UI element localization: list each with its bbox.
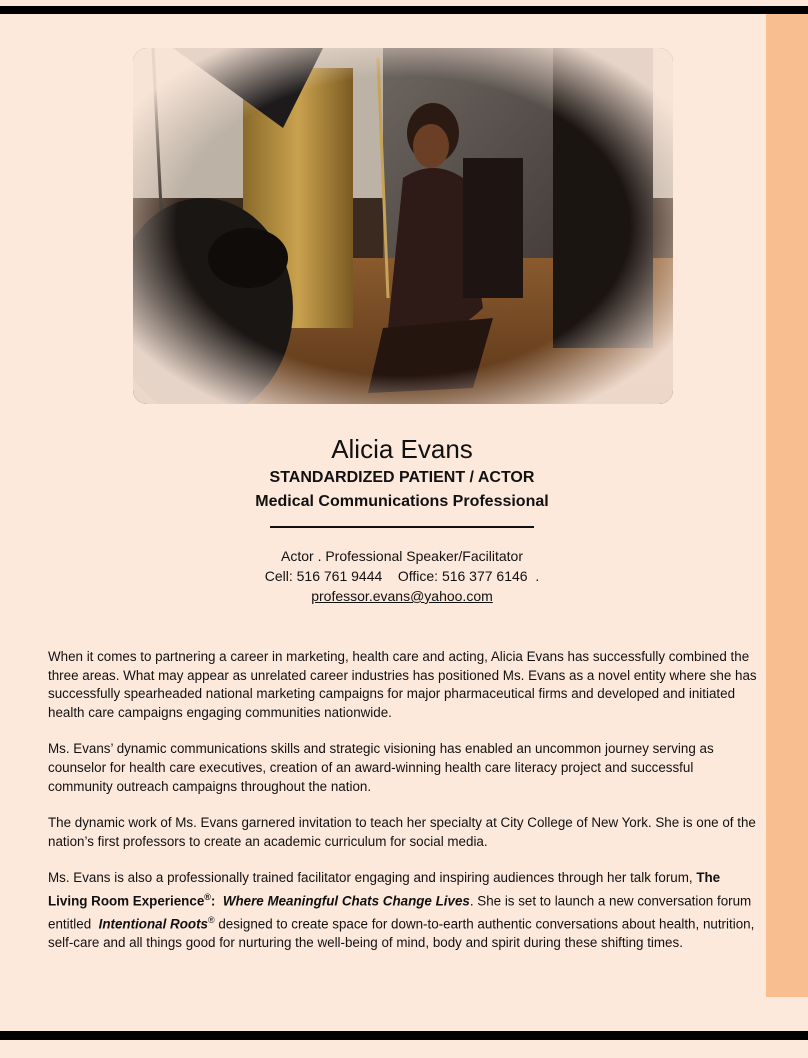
registered-mark: ® xyxy=(204,891,211,902)
new-forum-name: Intentional Roots xyxy=(98,916,208,932)
p4-end: designed to create space for down-to-earth authentic conversations about health, nutrition, self-care and all things good for nurturing the well-being of mind, body and spirit during these shifting times. xyxy=(48,916,755,951)
forum-tagline: Where Meaningful Chats Change Lives xyxy=(222,893,470,909)
side-accent-band xyxy=(766,14,808,997)
profile-header xyxy=(180,432,624,606)
bio-paragraph-4 xyxy=(48,869,758,952)
portrait-photo xyxy=(133,48,673,404)
header-divider xyxy=(270,526,534,528)
bio-paragraph-3: The dynamic work of Ms. Evans garnered invitation to teach her specialty at City College of New York. She is one of the nation’s first professors to create an academic curriculum for social media. xyxy=(48,815,756,849)
p4-start: Ms. Evans is also a professionally trained facilitator engaging and inspiring audiences through her talk forum, xyxy=(48,870,697,886)
bio-body xyxy=(48,648,758,971)
top-rule xyxy=(0,6,808,14)
email-link[interactable]: professor.evans@yahoo.com xyxy=(311,588,493,604)
person-name: Alicia Evans xyxy=(331,434,473,464)
title-line-2: Medical Communications Professional xyxy=(255,493,549,510)
bottom-rule xyxy=(0,1031,808,1040)
p4-mid: . She is set to launch a new conversation forum entitled xyxy=(48,893,755,932)
forum-colon: : xyxy=(210,893,223,909)
bio-paragraph-1: When it comes to partnering a career in marketing, health care and acting, Alicia Evans has successfully combined the three areas. What may appear as unrelated career industries has positioned Ms. Evans as a novel entity where she has successfully spearheaded national marketing campaigns for major pharmaceutical firms and developed and initiated health care campaigns engaging communities nationwide. xyxy=(48,649,757,720)
phone-line: Cell: 516 761 9444 Office: 516 377 6146 . xyxy=(264,568,540,584)
title-line-1: STANDARDIZED PATIENT / ACTOR xyxy=(269,469,535,486)
bio-paragraph-2: Ms. Evans’ dynamic communications skills and strategic visioning has enabled an uncommon journey serving as counselor for health care executives, creation of an award-winning health care literacy project and successful community outreach campaigns throughout the nation. xyxy=(48,741,714,794)
roles-line: Actor . Professional Speaker/Facilitator xyxy=(281,548,523,564)
forum-name: The Living Room Experience xyxy=(48,870,721,909)
registered-mark-2: ® xyxy=(207,915,215,925)
